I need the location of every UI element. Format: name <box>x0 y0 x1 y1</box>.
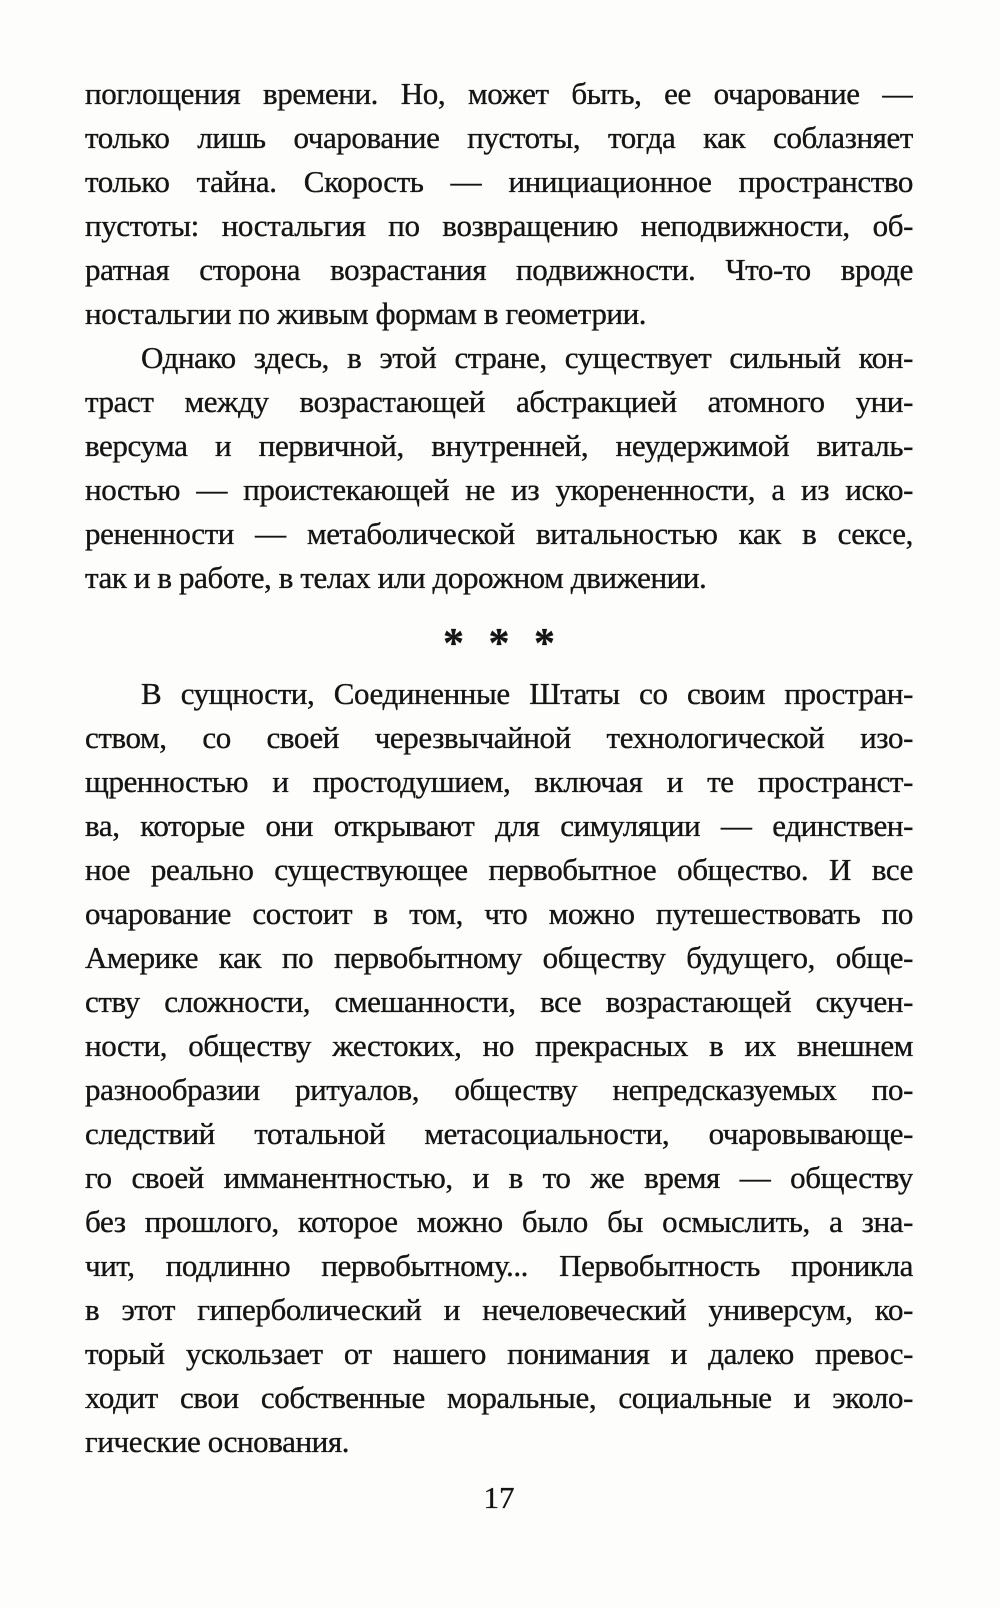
text-line: траст между возрастающей абстракцией атомного уни- <box>85 384 913 419</box>
text-line: ности, обществу жестоких, но прекрасных в их внешнем <box>85 1028 913 1063</box>
text-line: только тайна. Скорость — инициационное пространство <box>85 164 913 199</box>
text-line: очарование состоит в том, что можно путешествовать по <box>85 896 913 931</box>
text-line: ством, со своей черезвычайной технологической изо- <box>85 720 913 755</box>
page-footer <box>85 1476 913 1520</box>
text-line: ству сложности, смешанности, все возрастающей скучен- <box>85 984 913 1019</box>
text-line: ходит свои собственные моральные, социальные и эколо- <box>85 1380 913 1415</box>
text-line: версума и первичной, внутренней, неудержимой виталь- <box>85 428 913 463</box>
asterisk-section-separator: * * * <box>443 621 555 667</box>
text-line: следствий тотальной метасоциальности, очаровывающе- <box>85 1116 913 1151</box>
text-line: разнообразии ритуалов, обществу непредсказуемых по- <box>85 1072 913 1107</box>
text-line: го своей имманентностью, и в то же время — обществу <box>85 1160 913 1195</box>
text-line: пустоты: ностальгия по возвращению неподвижности, об- <box>85 208 913 243</box>
text-line: торый ускользает от нашего понимания и далеко превос- <box>85 1336 913 1371</box>
text-line: ностью — проистекающей не из укорененности, а из иско- <box>85 472 913 507</box>
paragraph <box>85 336 913 600</box>
text-line: ва, которые они открывают для симуляции — единствен- <box>85 808 913 843</box>
text-block <box>85 72 913 1520</box>
text-line: гические основания. <box>85 1424 350 1459</box>
text-line: без прошлого, которое можно было бы осмыслить, а зна- <box>85 1204 913 1239</box>
text-line: щренностью и простодушием, включая и те пространст- <box>85 764 913 799</box>
text-line: Однако здесь, в этой стране, существует сильный кон- <box>141 340 913 375</box>
paragraph <box>85 72 913 336</box>
text-line: Америке как по первобытному обществу будущего, обще- <box>85 940 913 975</box>
text-line: ное реально существующее первобытное общество. И все <box>85 852 913 887</box>
text-line: рененности — метаболической витальностью как в сексе, <box>85 516 913 551</box>
text-line: ратная сторона возрастания подвижности. Что-то вроде <box>85 252 913 287</box>
text-line: поглощения времени. Но, может быть, ее очарование — <box>85 76 913 111</box>
text-line: чит, подлинно первобытному... Первобытность проникла <box>85 1248 913 1283</box>
text-line: ностальгии по живым формам в геометрии. <box>85 296 647 331</box>
page-number: 17 <box>483 1480 515 1515</box>
text-line: только лишь очарование пустоты, тогда как соблазняет <box>85 120 913 155</box>
text-line: В сущности, Соединенные Штаты со своим простран- <box>141 676 913 711</box>
paragraph <box>85 672 913 1464</box>
text-line: так и в работе, в телах или дорожном движении. <box>85 560 707 595</box>
text-line: в этот гиперболический и нечеловеческий универсум, ко- <box>85 1292 913 1327</box>
